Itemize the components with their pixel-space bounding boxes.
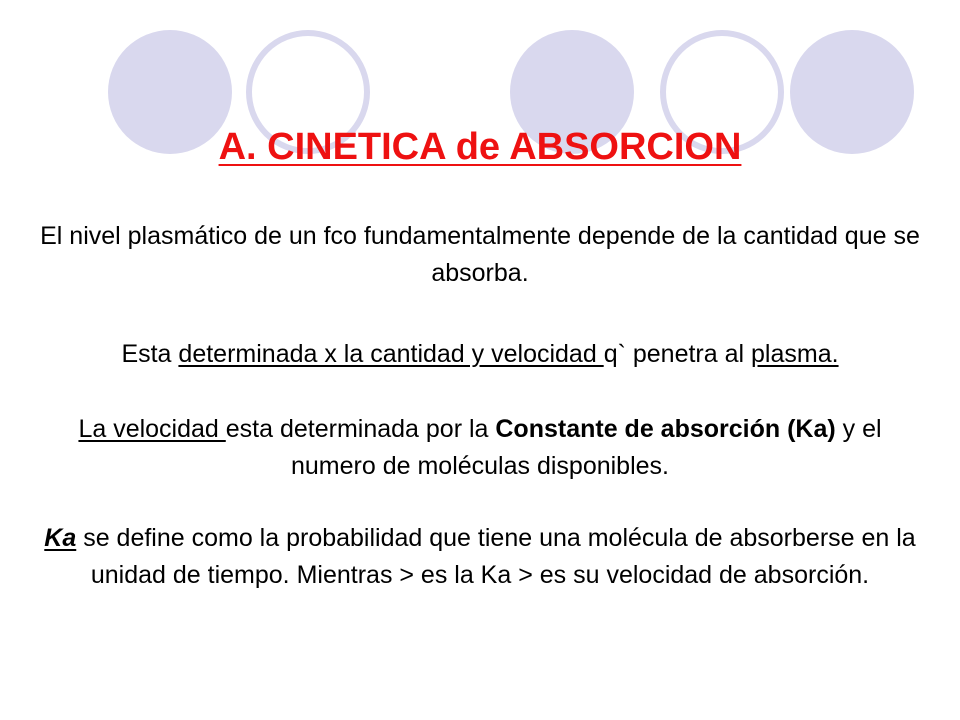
paragraph-2 [40,336,920,373]
ka-term: Ka [44,524,77,552]
p3-mid: esta determinada por la [225,415,496,443]
slide-title: A. CINETICA de ABSORCION [218,126,742,168]
p3-underlined: La velocidad [78,415,226,443]
p4-rest: se define como la probabilidad que tiene una molécula de absorberse en la unidad de tiempo. Mientras > es la Ka > es su velocidad de absorción. [76,524,916,589]
paragraph-1: El nivel plasmático de un fco fundamentalmente depende de la cantidad que se absorba. [40,222,920,287]
p2-mid: q` penetra al [603,340,752,368]
paragraph-3 [40,411,920,485]
p3-bold: Constante de absorción (Ka) [495,415,836,443]
p2-underlined: determinada x la cantidad y velocidad [178,340,604,368]
p2-pre: Esta [121,340,179,368]
p2-underlined-2: plasma. [751,340,839,368]
paragraph-4 [40,520,920,594]
p3-end: y el numero de moléculas disponibles. [291,415,882,480]
